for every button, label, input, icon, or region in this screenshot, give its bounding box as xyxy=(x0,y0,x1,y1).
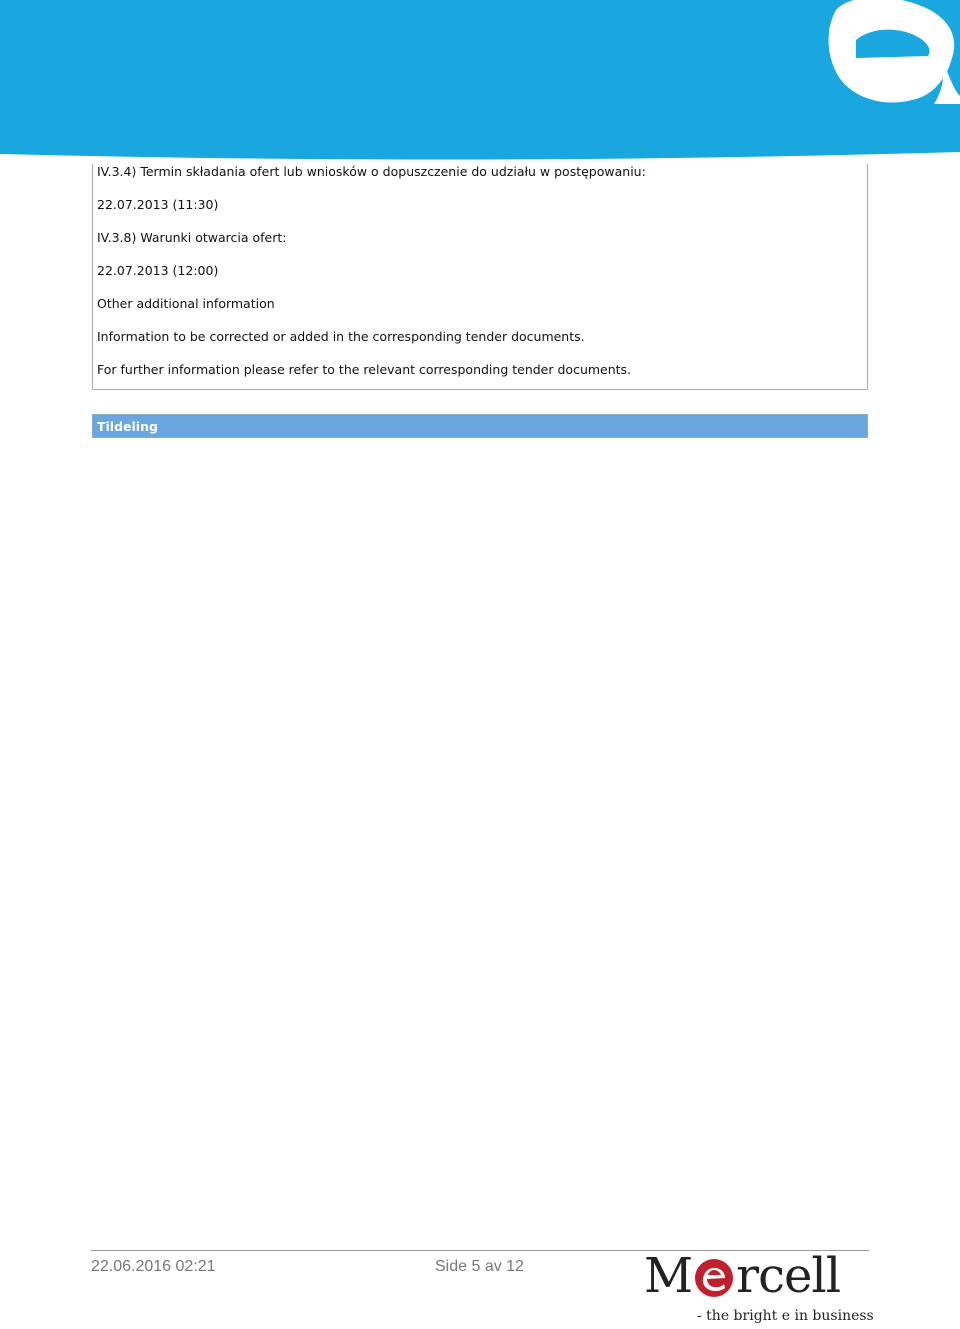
deadline-heading: IV.3.4) Termin składania ofert lub wniosków o dopuszczenie do udziału w postępowaniu: xyxy=(97,164,646,179)
logo-tagline: - the bright e in business xyxy=(697,1308,874,1324)
section-bar-tildeling xyxy=(92,414,868,438)
footer-date: 22.06.2016 02:21 xyxy=(91,1258,216,1275)
notice-content-box xyxy=(92,164,868,390)
additional-info-text-2: For further information please refer to the relevant corresponding tender documents. xyxy=(97,362,632,377)
additional-info-text-1: Information to be corrected or added in the corresponding tender documents. xyxy=(97,329,585,344)
opening-date: 22.07.2013 (12:00) xyxy=(97,263,219,278)
additional-info-heading: Other additional information xyxy=(97,296,275,311)
section-title: Tildeling xyxy=(97,419,158,434)
header-band xyxy=(0,0,960,170)
header-band-graphic xyxy=(0,0,960,170)
mercell-logo xyxy=(644,1248,864,1304)
opening-heading: IV.3.8) Warunki otwarcia ofert: xyxy=(97,230,287,245)
logo-letters-rcell: rcell xyxy=(736,1248,841,1304)
logo-letter-m: M xyxy=(644,1248,693,1304)
deadline-date: 22.07.2013 (11:30) xyxy=(97,197,219,212)
footer-page-number: Side 5 av 12 xyxy=(435,1258,524,1275)
logo-e-icon xyxy=(694,1258,734,1298)
